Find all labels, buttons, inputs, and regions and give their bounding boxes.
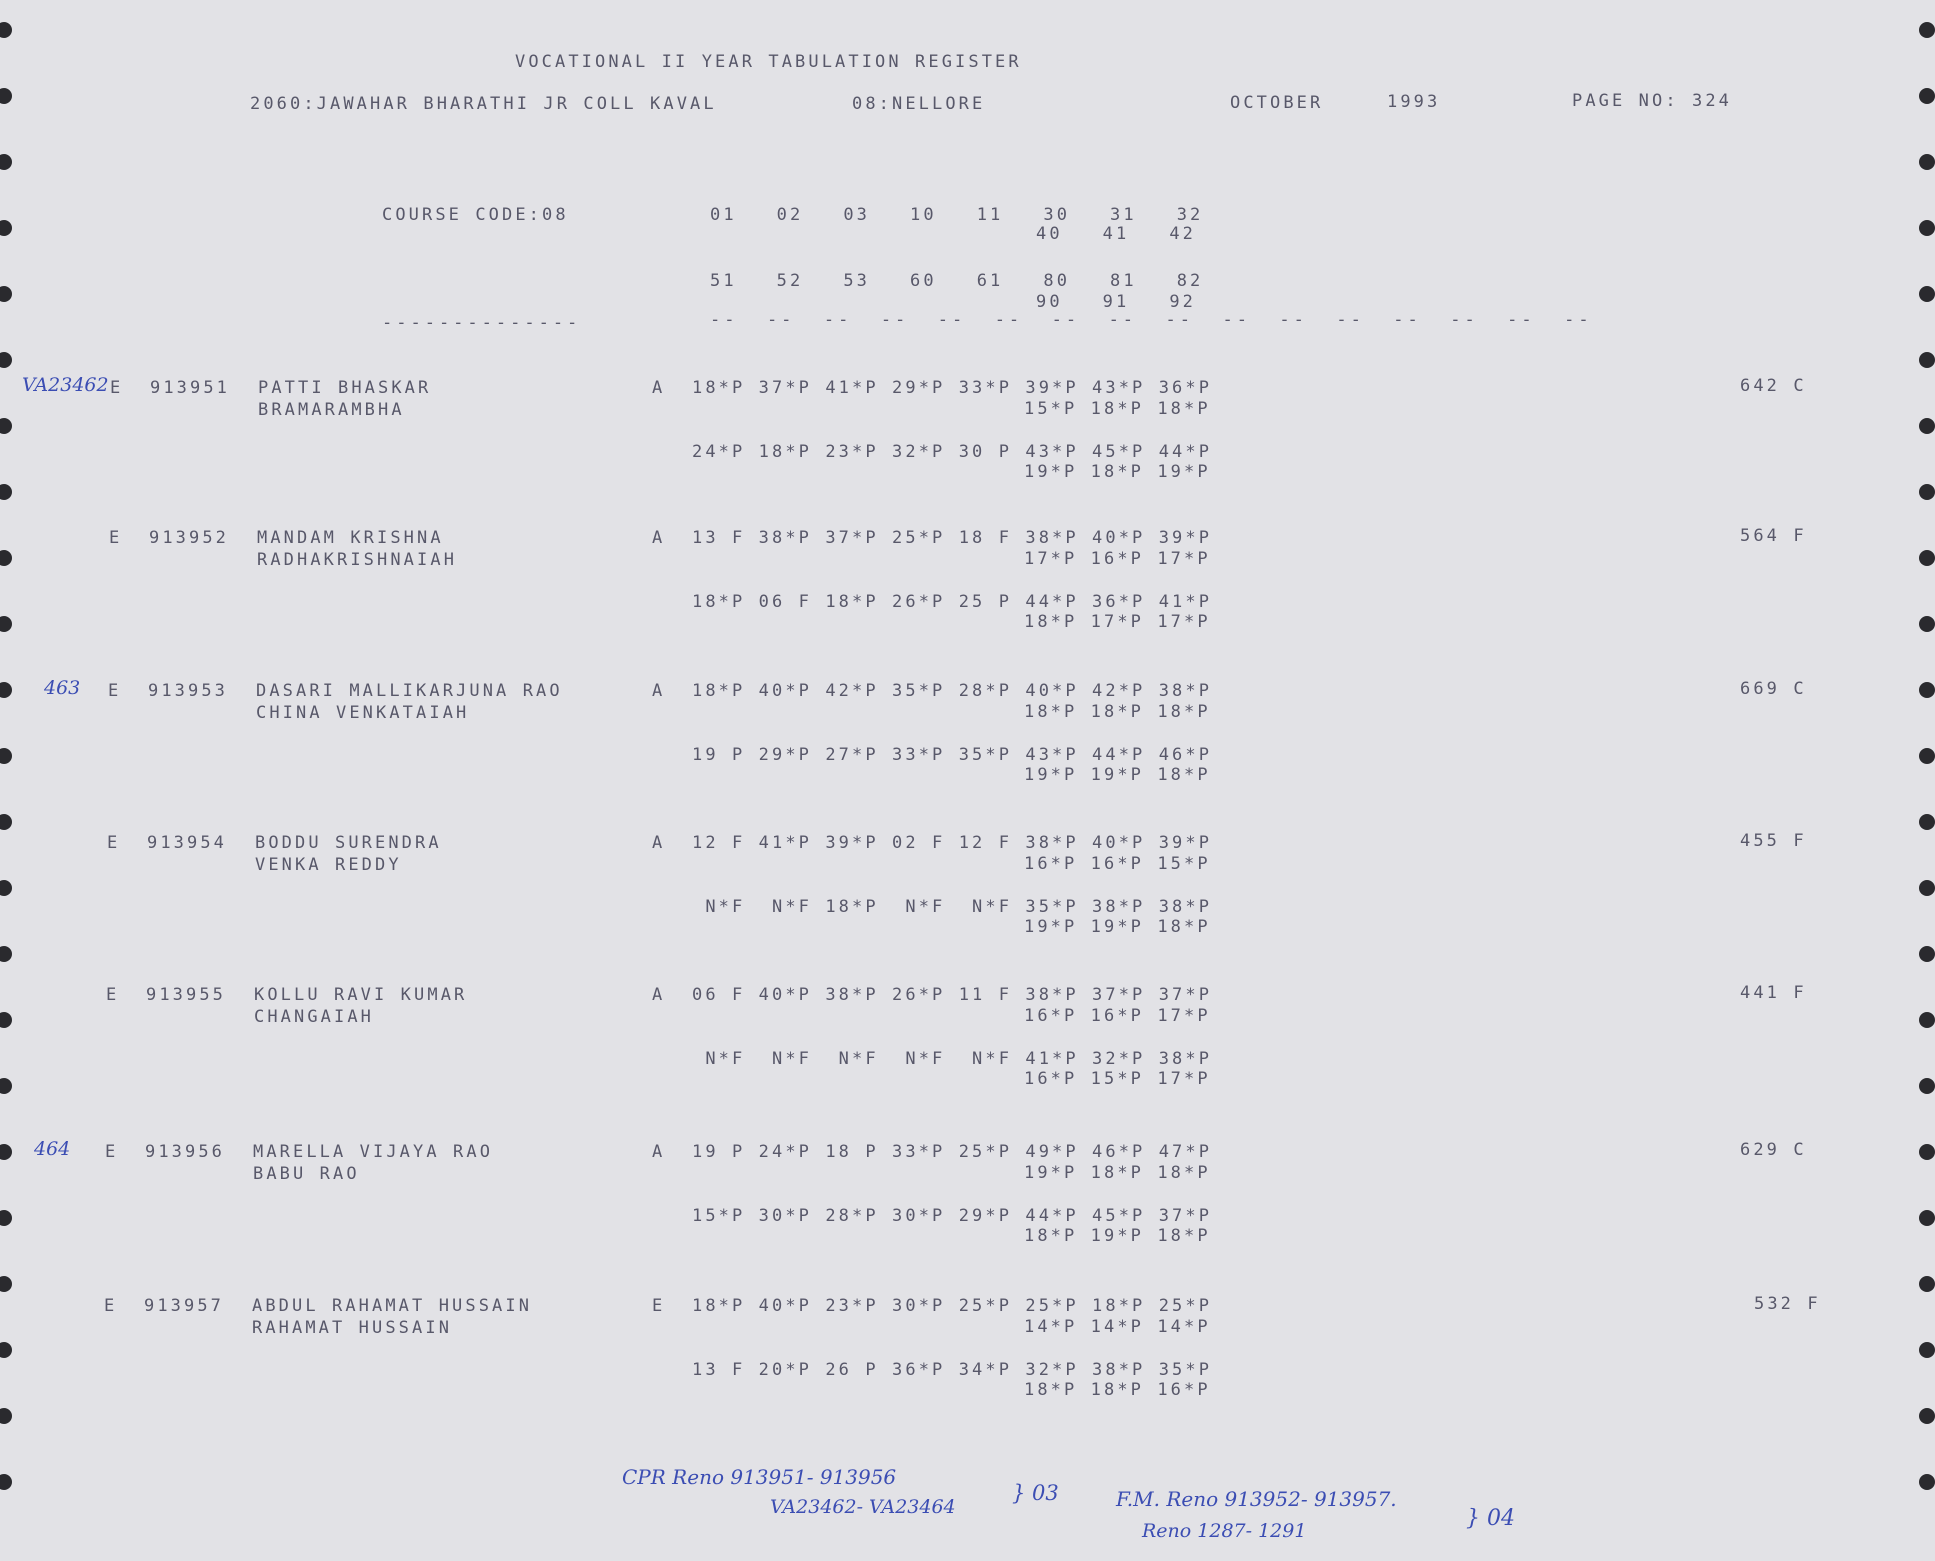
- sprocket-hole: [1919, 880, 1935, 896]
- medium: A: [652, 681, 666, 701]
- course-code-underline: --------------: [382, 313, 582, 333]
- course-code-label: COURSE CODE:08: [382, 205, 569, 225]
- sprocket-hole: [1919, 88, 1935, 104]
- marks-line-4: 19*P 18*P 19*P: [1024, 462, 1211, 482]
- register-title: VOCATIONAL II YEAR TABULATION REGISTER: [515, 52, 1022, 72]
- marks-line-4: 19*P 19*P 18*P: [1024, 917, 1211, 937]
- sprocket-hole: [1919, 1342, 1935, 1358]
- student-name: ABDUL RAHAMAT HUSSAIN: [252, 1296, 533, 1316]
- total-and-result: 441 F: [1740, 983, 1807, 1003]
- sprocket-hole: [1919, 550, 1935, 566]
- sprocket-hole: [0, 1342, 12, 1358]
- roll-number: 913956: [145, 1142, 226, 1162]
- handwritten-brace-03: } 03: [1012, 1481, 1059, 1505]
- sprocket-hole: [0, 814, 12, 830]
- medium: A: [652, 528, 666, 548]
- student-name: DASARI MALLIKARJUNA RAO: [256, 681, 563, 701]
- sprocket-hole: [0, 286, 12, 302]
- roll-number: 913952: [149, 528, 230, 548]
- sprocket-hole: [1919, 682, 1935, 698]
- sprocket-hole: [0, 220, 12, 236]
- total-and-result: 629 C: [1740, 1140, 1807, 1160]
- marks-line-3: 18*P 06 F 18*P 26*P 25 P 44*P 36*P 41*P: [692, 592, 1213, 612]
- marks-line-2: 14*P 14*P 14*P: [1024, 1317, 1211, 1337]
- category: E: [105, 1142, 119, 1162]
- total-and-result: 564 F: [1740, 526, 1807, 546]
- parent-name: RAHAMAT HUSSAIN: [252, 1318, 453, 1338]
- sprocket-hole: [0, 682, 12, 698]
- marks-line-1: 13 F 38*P 37*P 25*P 18 F 38*P 40*P 39*P: [692, 528, 1213, 548]
- sprocket-hole: [0, 1144, 12, 1160]
- sprocket-hole: [0, 1408, 12, 1424]
- marks-line-4: 18*P 17*P 17*P: [1024, 612, 1211, 632]
- handwritten-reno-range: Reno 1287- 1291: [1142, 1520, 1307, 1542]
- sprocket-hole: [0, 1210, 12, 1226]
- margin-note: VA23462: [22, 374, 109, 396]
- sprocket-hole: [0, 616, 12, 632]
- marks-line-1: 06 F 40*P 38*P 26*P 11 F 38*P 37*P 37*P: [692, 985, 1213, 1005]
- parent-name: CHINA VENKATAIAH: [256, 703, 470, 723]
- handwritten-cpr-range: CPR Reno 913951- 913956: [622, 1465, 897, 1489]
- category: E: [110, 378, 124, 398]
- sprocket-hole: [1919, 1078, 1935, 1094]
- medium: A: [652, 378, 666, 398]
- sprocket-hole: [0, 1078, 12, 1094]
- marks-line-4: 19*P 19*P 18*P: [1024, 765, 1211, 785]
- marks-line-1: 18*P 40*P 23*P 30*P 25*P 25*P 18*P 25*P: [692, 1296, 1213, 1316]
- parent-name: CHANGAIAH: [254, 1007, 375, 1027]
- marks-line-4: 18*P 18*P 16*P: [1024, 1380, 1211, 1400]
- sprocket-hole: [1919, 1474, 1935, 1490]
- sprocket-hole: [0, 1012, 12, 1028]
- handwritten-brace-04: } 04: [1466, 1506, 1515, 1531]
- column-dashes: -- -- -- -- -- -- -- -- -- -- -- -- -- -- -- --: [710, 310, 1593, 330]
- sprocket-hole: [1919, 1276, 1935, 1292]
- parent-name: BRAMARAMBHA: [258, 400, 405, 420]
- page-number: PAGE NO: 324: [1572, 91, 1733, 111]
- sprocket-hole: [1919, 484, 1935, 500]
- marks-line-1: 19 P 24*P 18 P 33*P 25*P 49*P 46*P 47*P: [692, 1142, 1213, 1162]
- category: E: [104, 1296, 118, 1316]
- parent-name: RADHAKRISHNAIAH: [257, 550, 458, 570]
- sprocket-hole: [1919, 946, 1935, 962]
- medium: A: [652, 833, 666, 853]
- medium: A: [652, 985, 666, 1005]
- sprocket-hole: [0, 22, 12, 38]
- medium: A: [652, 1142, 666, 1162]
- sprocket-hole: [0, 1474, 12, 1490]
- exam-month: OCTOBER: [1230, 93, 1324, 113]
- sprocket-hole: [0, 946, 12, 962]
- marks-line-1: 18*P 37*P 41*P 29*P 33*P 39*P 43*P 36*P: [692, 378, 1213, 398]
- right-sprocket-holes: [1917, 0, 1935, 1561]
- subject-codes-row1b: 40 41 42: [1036, 224, 1197, 244]
- marks-line-3: 24*P 18*P 23*P 32*P 30 P 43*P 45*P 44*P: [692, 442, 1213, 462]
- sprocket-hole: [0, 352, 12, 368]
- sprocket-hole: [1919, 616, 1935, 632]
- handwritten-va-range: VA23462- VA23464: [770, 1496, 956, 1518]
- category: E: [107, 833, 121, 853]
- sprocket-hole: [1919, 220, 1935, 236]
- roll-number: 913951: [150, 378, 231, 398]
- marks-line-3: 19 P 29*P 27*P 33*P 35*P 43*P 44*P 46*P: [692, 745, 1213, 765]
- marks-line-1: 12 F 41*P 39*P 02 F 12 F 38*P 40*P 39*P: [692, 833, 1213, 853]
- roll-number: 913957: [144, 1296, 225, 1316]
- category: E: [109, 528, 123, 548]
- marks-line-2: 16*P 16*P 17*P: [1024, 1006, 1211, 1026]
- sprocket-hole: [1919, 814, 1935, 830]
- roll-number: 913954: [147, 833, 228, 853]
- total-and-result: 669 C: [1740, 679, 1807, 699]
- student-name: MANDAM KRISHNA: [257, 528, 444, 548]
- sprocket-hole: [0, 550, 12, 566]
- sprocket-hole: [0, 418, 12, 434]
- sprocket-hole: [1919, 418, 1935, 434]
- category: E: [106, 985, 120, 1005]
- marks-line-4: 16*P 15*P 17*P: [1024, 1069, 1211, 1089]
- margin-note: 463: [44, 677, 81, 699]
- margin-note: 464: [34, 1138, 71, 1160]
- sprocket-hole: [0, 484, 12, 500]
- sprocket-hole: [0, 1276, 12, 1292]
- sprocket-hole: [0, 880, 12, 896]
- category: E: [108, 681, 122, 701]
- subject-codes-row1: 01 02 03 10 11 30 31 32: [710, 205, 1204, 225]
- sprocket-hole: [1919, 154, 1935, 170]
- total-and-result: 642 C: [1740, 376, 1807, 396]
- marks-line-2: 19*P 18*P 18*P: [1024, 1163, 1211, 1183]
- total-and-result: 532 F: [1754, 1294, 1821, 1314]
- marks-line-2: 16*P 16*P 15*P: [1024, 854, 1211, 874]
- student-name: KOLLU RAVI KUMAR: [254, 985, 468, 1005]
- marks-line-4: 18*P 19*P 18*P: [1024, 1226, 1211, 1246]
- sprocket-hole: [0, 154, 12, 170]
- marks-line-3: N*F N*F N*F N*F N*F 41*P 32*P 38*P: [692, 1049, 1213, 1069]
- roll-number: 913955: [146, 985, 227, 1005]
- sprocket-hole: [1919, 352, 1935, 368]
- marks-line-2: 17*P 16*P 17*P: [1024, 549, 1211, 569]
- sprocket-hole: [1919, 22, 1935, 38]
- marks-line-2: 18*P 18*P 18*P: [1024, 702, 1211, 722]
- student-name: BODDU SURENDRA: [255, 833, 442, 853]
- marks-line-1: 18*P 40*P 42*P 35*P 28*P 40*P 42*P 38*P: [692, 681, 1213, 701]
- sprocket-hole: [0, 748, 12, 764]
- exam-year: 1993: [1387, 92, 1441, 112]
- medium: E: [652, 1296, 666, 1316]
- college-name: 2060:JAWAHAR BHARATHI JR COLL KAVAL: [250, 94, 717, 114]
- parent-name: BABU RAO: [253, 1164, 360, 1184]
- marks-line-3: 15*P 30*P 28*P 30*P 29*P 44*P 45*P 37*P: [692, 1206, 1213, 1226]
- sprocket-hole: [1919, 286, 1935, 302]
- sprocket-hole: [1919, 748, 1935, 764]
- marks-line-3: N*F N*F 18*P N*F N*F 35*P 38*P 38*P: [692, 897, 1213, 917]
- district-name: 08:NELLORE: [852, 94, 986, 114]
- sprocket-hole: [1919, 1144, 1935, 1160]
- sprocket-hole: [1919, 1012, 1935, 1028]
- left-sprocket-holes: [0, 0, 16, 1561]
- handwritten-fm-range: F.M. Reno 913952- 913957.: [1116, 1487, 1397, 1511]
- total-and-result: 455 F: [1740, 831, 1807, 851]
- sprocket-hole: [1919, 1408, 1935, 1424]
- subject-codes-row2: 51 52 53 60 61 80 81 82: [710, 271, 1204, 291]
- parent-name: VENKA REDDY: [255, 855, 402, 875]
- subject-codes-row2b: 90 91 92: [1036, 292, 1197, 312]
- student-name: MARELLA VIJAYA RAO: [253, 1142, 494, 1162]
- marks-line-2: 15*P 18*P 18*P: [1024, 399, 1211, 419]
- marks-line-3: 13 F 20*P 26 P 36*P 34*P 32*P 38*P 35*P: [692, 1360, 1213, 1380]
- roll-number: 913953: [148, 681, 229, 701]
- sprocket-hole: [1919, 1210, 1935, 1226]
- student-name: PATTI BHASKAR: [258, 378, 432, 398]
- sprocket-hole: [0, 88, 12, 104]
